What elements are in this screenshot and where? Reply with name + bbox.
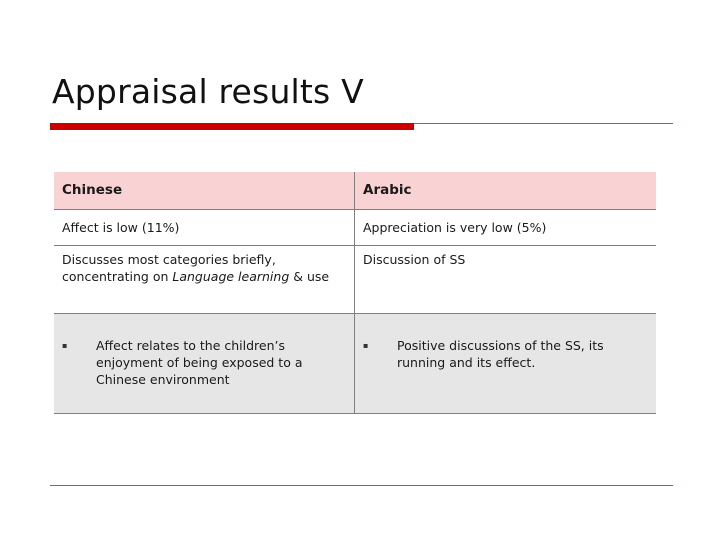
bullet-item bbox=[363, 337, 648, 371]
table-row-shaded bbox=[54, 314, 656, 414]
bullet-text: Positive discussions of the SS, its running and its effect. bbox=[397, 338, 604, 370]
bullet-item bbox=[62, 337, 346, 388]
comparison-table bbox=[54, 172, 656, 414]
cell-chinese-affect: Affect is low (11%) bbox=[54, 210, 355, 246]
cell-arabic-discussion: Discussion of SS bbox=[355, 246, 657, 314]
cell-arabic-bullet bbox=[355, 314, 657, 414]
cell-chinese-bullet bbox=[54, 314, 355, 414]
title-accent-bar bbox=[50, 123, 414, 130]
cell-text-suffix: & use bbox=[289, 269, 330, 284]
square-bullet-icon: ▪ bbox=[62, 341, 68, 350]
header-chinese: Chinese bbox=[54, 172, 355, 210]
bullet-text: Affect relates to the children’s enjoyment of being exposed to a Chinese environment bbox=[96, 338, 303, 387]
table-header-row bbox=[54, 172, 656, 210]
header-arabic: Arabic bbox=[355, 172, 657, 210]
cell-chinese-categories bbox=[54, 246, 355, 314]
cell-text-prefix: Discusses most categories briefly, concentrating on bbox=[62, 252, 276, 284]
square-bullet-icon: ▪ bbox=[363, 341, 369, 350]
cell-text-italic: Language learning bbox=[172, 269, 290, 284]
footer-divider-line bbox=[50, 485, 673, 486]
cell-arabic-appreciation: Appreciation is very low (5%) bbox=[355, 210, 657, 246]
slide-title: Appraisal results V bbox=[52, 72, 364, 111]
table-row bbox=[54, 246, 656, 314]
table-row bbox=[54, 210, 656, 246]
